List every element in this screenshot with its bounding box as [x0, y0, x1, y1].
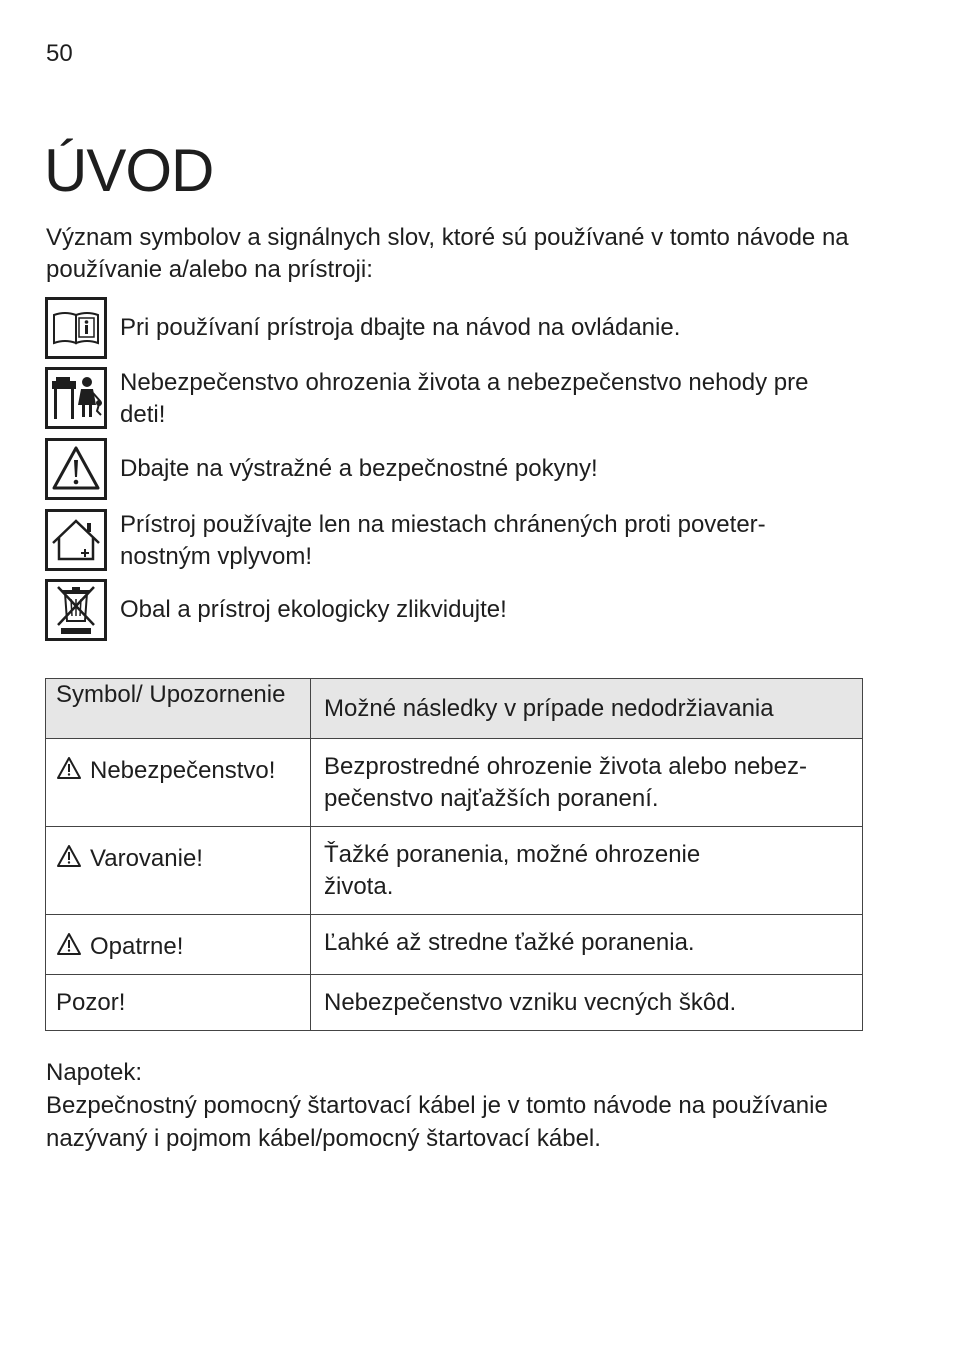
table-cell-consequence [311, 827, 863, 915]
table-row [46, 827, 863, 915]
crossed-bin-icon [45, 579, 107, 641]
page-number: 50 [46, 40, 73, 67]
symbol-text: Nebezpečenstvo ohrozenia života a nebezpečenstvo nehody pre deti! [120, 369, 809, 428]
table-cell-signal [46, 915, 311, 975]
symbol-text: Prístroj používajte len na miestach chránených proti poveternostným vplyvom! [120, 511, 766, 570]
warning-triangle-icon [45, 438, 107, 500]
indoor-use-house-icon [45, 509, 107, 571]
table-cell-signal [46, 827, 311, 915]
table-header-consequences: Možné následky v prípade nedodržiavania [311, 679, 863, 739]
table-cell-signal [46, 975, 311, 1031]
table-header-symbol: Symbol/ Upozornenie [46, 679, 311, 739]
symbol-row-child-hazard [45, 367, 845, 429]
signal-word: Varovanie! [90, 845, 203, 872]
table-row [46, 915, 863, 975]
warning-triangle-icon [56, 932, 82, 956]
symbol-text: Dbajte na výstražné a bezpečnostné pokyny! [120, 455, 598, 482]
symbol-row-indoor [45, 509, 845, 571]
table-row [46, 975, 863, 1031]
signal-words-table [45, 678, 863, 1031]
child-hazard-icon [45, 367, 107, 429]
signal-word: Nebezpečenstvo! [90, 757, 276, 784]
table-cell-signal [46, 739, 311, 827]
table-row [46, 739, 863, 827]
note-text: Bezpečnostný pomocný štartovací kábel je v tomto návode na používanie nazývaný i pojmom kábel/pomocný štartovací kábel. [46, 1092, 828, 1152]
note-block [46, 1056, 886, 1155]
page-title: ÚVOD [44, 137, 214, 204]
table-cell-consequence: Nebezpečenstvo vzniku vecných škôd. [311, 975, 863, 1031]
symbol-text: Obal a prístroj ekologicky zlikvidujte! [120, 596, 507, 623]
warning-triangle-icon [56, 844, 82, 868]
warning-triangle-icon [56, 756, 82, 780]
table-header-row [46, 679, 863, 739]
symbol-row-disposal [45, 579, 845, 641]
consequence-text: Ťažké poranenia, možné ohrozenie života. [324, 841, 701, 900]
signal-word: Opatrne! [90, 933, 184, 960]
signal-word: Pozor! [56, 988, 126, 1016]
manual-info-icon [45, 297, 107, 359]
intro-text: Význam symbolov a signálnych slov, ktoré sú používané v tomto návode na používanie a/alebo na prístroji: [46, 224, 849, 283]
symbol-text: Pri používaní prístroja dbajte na návod na ovládanie. [120, 314, 681, 341]
note-label: Napotek: [46, 1059, 143, 1086]
symbol-row-warning [45, 438, 845, 500]
table-cell-consequence: Ľahké až stredne ťažké poranenia. [311, 915, 863, 975]
symbol-row-manual [45, 297, 845, 359]
table-cell-consequence: Bezprostredné ohrozenie života alebo nebezpečenstvo najťažších poranení. [311, 739, 863, 827]
